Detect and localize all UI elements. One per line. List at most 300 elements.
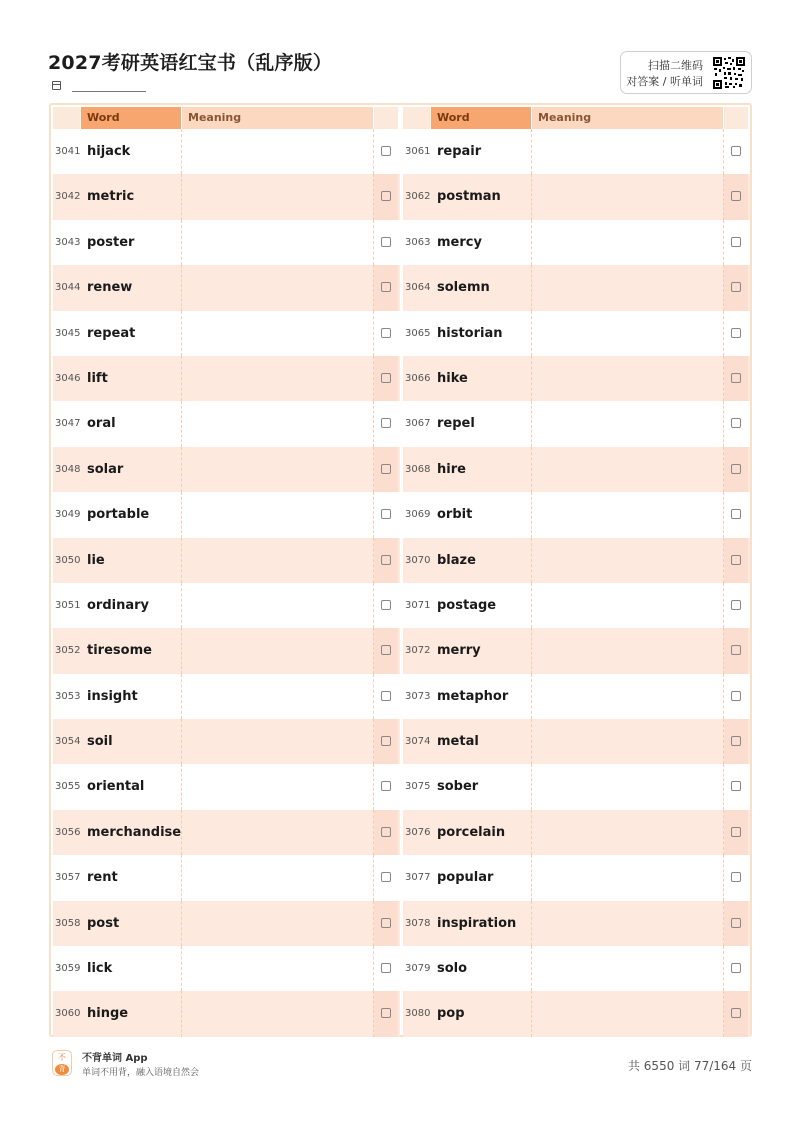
checkbox-cell bbox=[724, 538, 748, 583]
rows-right bbox=[403, 129, 750, 1037]
table-row bbox=[403, 901, 750, 946]
column-divider bbox=[181, 174, 182, 219]
meaning-cell[interactable] bbox=[182, 810, 373, 855]
word-number: 3055 bbox=[55, 781, 81, 793]
meaning-cell[interactable] bbox=[532, 764, 723, 809]
word-text: repair bbox=[437, 144, 482, 159]
meaning-cell[interactable] bbox=[182, 628, 373, 673]
meaning-cell[interactable] bbox=[182, 719, 373, 764]
checkbox[interactable] bbox=[381, 282, 391, 292]
checkbox[interactable] bbox=[731, 418, 741, 428]
checkbox[interactable] bbox=[731, 872, 741, 882]
checkbox[interactable] bbox=[731, 464, 741, 474]
checkbox[interactable] bbox=[381, 691, 391, 701]
meaning-cell[interactable] bbox=[532, 901, 723, 946]
column-divider bbox=[531, 674, 532, 719]
word-number: 3056 bbox=[55, 826, 81, 838]
word-text: merry bbox=[437, 643, 481, 659]
date-field bbox=[52, 80, 152, 94]
column-divider bbox=[181, 674, 182, 719]
word-number: 3077 bbox=[405, 872, 431, 884]
table-row bbox=[403, 401, 750, 446]
table-column-right bbox=[403, 107, 750, 1037]
word-number: 3051 bbox=[55, 599, 81, 611]
word-text: hike bbox=[437, 370, 468, 386]
checkbox[interactable] bbox=[731, 827, 741, 837]
column-divider bbox=[531, 628, 532, 673]
column-divider bbox=[181, 901, 182, 946]
meaning-cell[interactable] bbox=[532, 583, 723, 628]
checkbox-cell bbox=[724, 583, 748, 628]
table-row bbox=[53, 810, 400, 855]
word-number: 3061 bbox=[405, 146, 431, 157]
table-row bbox=[403, 583, 750, 628]
word-number: 3050 bbox=[55, 554, 81, 566]
word-text: porcelain bbox=[437, 824, 506, 840]
meaning-cell[interactable] bbox=[532, 628, 723, 673]
checkbox-cell bbox=[724, 991, 748, 1036]
word-number: 3047 bbox=[55, 418, 81, 430]
checkbox-cell bbox=[724, 855, 748, 900]
word-text: post bbox=[87, 915, 120, 931]
column-divider bbox=[531, 265, 532, 310]
word-number: 3070 bbox=[405, 554, 431, 566]
checkbox[interactable] bbox=[731, 509, 741, 519]
meaning-cell[interactable] bbox=[532, 810, 723, 855]
meaning-cell[interactable] bbox=[182, 901, 373, 946]
checkbox-cell bbox=[374, 855, 398, 900]
column-divider bbox=[531, 538, 532, 583]
checkbox-cell bbox=[724, 810, 748, 855]
column-divider bbox=[181, 810, 182, 855]
checkbox-cell bbox=[724, 220, 748, 265]
word-text: pop bbox=[437, 1006, 465, 1022]
checkbox-cell bbox=[724, 764, 748, 809]
checkbox[interactable] bbox=[731, 918, 741, 928]
table-row bbox=[403, 946, 750, 991]
checkbox-cell bbox=[374, 719, 398, 764]
checkbox-cell bbox=[724, 356, 748, 401]
column-divider bbox=[181, 129, 182, 174]
checkbox-cell bbox=[374, 583, 398, 628]
checkbox[interactable] bbox=[381, 872, 391, 882]
column-divider bbox=[531, 492, 532, 537]
checkbox-cell bbox=[724, 129, 748, 174]
meaning-cell[interactable] bbox=[532, 401, 723, 446]
word-text: metal bbox=[437, 734, 479, 750]
word-number: 3071 bbox=[405, 599, 431, 611]
header-word: Word bbox=[81, 107, 181, 129]
column-divider bbox=[181, 401, 182, 446]
word-text: portable bbox=[87, 507, 150, 523]
table-row bbox=[53, 174, 400, 219]
word-text: tiresome bbox=[87, 643, 152, 659]
checkbox-cell bbox=[374, 174, 398, 219]
checkbox[interactable] bbox=[381, 509, 391, 519]
qr-caption bbox=[626, 58, 703, 90]
checkbox[interactable] bbox=[731, 191, 741, 201]
checkbox[interactable] bbox=[731, 282, 741, 292]
checkbox-cell bbox=[724, 265, 748, 310]
checkbox-cell bbox=[374, 538, 398, 583]
column-divider bbox=[531, 946, 532, 991]
meaning-cell[interactable] bbox=[532, 356, 723, 401]
table-row bbox=[403, 674, 750, 719]
table-row bbox=[403, 991, 750, 1036]
checkbox-cell bbox=[374, 991, 398, 1036]
word-number: 3057 bbox=[55, 872, 81, 884]
header-meaning: Meaning bbox=[182, 107, 373, 129]
column-divider bbox=[181, 447, 182, 492]
checkbox[interactable] bbox=[381, 237, 391, 247]
column-divider bbox=[181, 855, 182, 900]
word-text: sober bbox=[437, 779, 479, 795]
word-text: inspiration bbox=[437, 915, 517, 931]
table-row bbox=[53, 401, 400, 446]
checkbox-cell bbox=[724, 901, 748, 946]
qr-caption-line2: 对答案 / 听单词 bbox=[626, 75, 703, 88]
checkbox-cell bbox=[724, 674, 748, 719]
word-number: 3068 bbox=[405, 463, 431, 475]
checkbox[interactable] bbox=[381, 781, 391, 791]
meaning-cell[interactable] bbox=[182, 764, 373, 809]
table-row bbox=[403, 538, 750, 583]
word-number: 3078 bbox=[405, 917, 431, 929]
word-number: 3065 bbox=[405, 327, 431, 339]
word-text: popular bbox=[437, 870, 494, 886]
word-text: oriental bbox=[87, 779, 145, 795]
word-number: 3064 bbox=[405, 282, 431, 294]
meaning-cell[interactable] bbox=[532, 311, 723, 356]
checkbox[interactable] bbox=[381, 645, 391, 655]
qr-code-icon[interactable] bbox=[713, 57, 745, 89]
word-number: 3048 bbox=[55, 463, 81, 475]
word-text: historian bbox=[437, 325, 503, 341]
checkbox[interactable] bbox=[381, 555, 391, 565]
meaning-cell[interactable] bbox=[532, 174, 723, 219]
checkbox[interactable] bbox=[381, 600, 391, 610]
word-text: merchandise bbox=[87, 824, 182, 840]
column-divider bbox=[181, 764, 182, 809]
word-text: postage bbox=[437, 597, 497, 613]
checkbox-cell bbox=[724, 946, 748, 991]
word-text: insight bbox=[87, 688, 138, 704]
word-number: 3059 bbox=[55, 963, 81, 975]
table-row bbox=[53, 991, 400, 1036]
word-text: metric bbox=[87, 189, 135, 205]
checkbox-cell bbox=[724, 401, 748, 446]
checkbox-cell bbox=[374, 764, 398, 809]
meaning-cell[interactable] bbox=[182, 946, 373, 991]
checkbox[interactable] bbox=[731, 600, 741, 610]
table-row bbox=[53, 674, 400, 719]
checkbox-cell bbox=[374, 946, 398, 991]
column-divider bbox=[181, 220, 182, 265]
word-number: 3052 bbox=[55, 645, 81, 657]
word-number: 3044 bbox=[55, 282, 81, 294]
meaning-cell[interactable] bbox=[182, 447, 373, 492]
checkbox-cell bbox=[374, 220, 398, 265]
table-row bbox=[403, 447, 750, 492]
meaning-cell[interactable] bbox=[182, 583, 373, 628]
word-number: 3066 bbox=[405, 372, 431, 384]
checkbox[interactable] bbox=[381, 736, 391, 746]
table-row bbox=[53, 220, 400, 265]
checkbox[interactable] bbox=[381, 373, 391, 383]
checkbox[interactable] bbox=[731, 555, 741, 565]
logo-bottom-glyph: 背 bbox=[55, 1064, 69, 1075]
column-divider bbox=[531, 447, 532, 492]
column-divider bbox=[531, 991, 532, 1036]
column-divider bbox=[531, 855, 532, 900]
word-number: 3063 bbox=[405, 236, 431, 248]
column-divider bbox=[181, 946, 182, 991]
meaning-cell[interactable] bbox=[532, 265, 723, 310]
checkbox[interactable] bbox=[381, 328, 391, 338]
meaning-cell[interactable] bbox=[532, 447, 723, 492]
checkbox-cell bbox=[724, 628, 748, 673]
word-number: 3062 bbox=[405, 191, 431, 203]
checkbox[interactable] bbox=[381, 191, 391, 201]
column-divider bbox=[181, 991, 182, 1036]
table-row bbox=[403, 265, 750, 310]
column-divider bbox=[181, 311, 182, 356]
table-row bbox=[53, 356, 400, 401]
checkbox-cell bbox=[374, 492, 398, 537]
table-row bbox=[403, 311, 750, 356]
table-row bbox=[53, 719, 400, 764]
footer-app-name: 不背单词 App bbox=[82, 1053, 148, 1064]
checkbox[interactable] bbox=[381, 1008, 391, 1018]
column-divider bbox=[531, 719, 532, 764]
word-text: blaze bbox=[437, 552, 476, 568]
checkbox-cell bbox=[724, 719, 748, 764]
table-row bbox=[403, 764, 750, 809]
meaning-cell[interactable] bbox=[182, 265, 373, 310]
word-text: mercy bbox=[437, 234, 482, 250]
table-row bbox=[53, 764, 400, 809]
meaning-cell[interactable] bbox=[532, 674, 723, 719]
word-number: 3053 bbox=[55, 690, 81, 702]
word-number: 3072 bbox=[405, 645, 431, 657]
table-row bbox=[53, 265, 400, 310]
calendar-icon bbox=[52, 81, 61, 90]
header-word: Word bbox=[431, 107, 531, 129]
checkbox-cell bbox=[374, 674, 398, 719]
word-text: lie bbox=[87, 552, 105, 568]
word-number: 3073 bbox=[405, 690, 431, 702]
meaning-cell[interactable] bbox=[182, 674, 373, 719]
word-text: solemn bbox=[437, 280, 490, 296]
table-row bbox=[403, 810, 750, 855]
meaning-cell[interactable] bbox=[532, 129, 723, 174]
checkbox[interactable] bbox=[731, 373, 741, 383]
column-divider bbox=[531, 764, 532, 809]
word-text: postman bbox=[437, 189, 501, 205]
word-text: poster bbox=[87, 234, 135, 250]
word-text: renew bbox=[87, 280, 133, 296]
checkbox[interactable] bbox=[731, 781, 741, 791]
column-divider bbox=[181, 356, 182, 401]
word-number: 3043 bbox=[55, 236, 81, 248]
rows-left bbox=[53, 129, 400, 1037]
word-text: lift bbox=[87, 370, 108, 386]
checkbox[interactable] bbox=[731, 146, 741, 156]
table-row bbox=[53, 628, 400, 673]
word-text: ordinary bbox=[87, 597, 150, 613]
word-text: metaphor bbox=[437, 688, 509, 704]
column-divider bbox=[531, 311, 532, 356]
word-number: 3076 bbox=[405, 826, 431, 838]
column-divider bbox=[181, 538, 182, 583]
word-text: rent bbox=[87, 870, 118, 886]
word-number: 3041 bbox=[55, 146, 81, 157]
app-logo-icon bbox=[52, 1050, 72, 1076]
checkbox[interactable] bbox=[731, 1008, 741, 1018]
word-number: 3045 bbox=[55, 327, 81, 339]
word-text: orbit bbox=[437, 507, 473, 523]
word-number: 3079 bbox=[405, 963, 431, 975]
table-header bbox=[403, 107, 750, 129]
table-row bbox=[53, 946, 400, 991]
table-row bbox=[53, 855, 400, 900]
page-info: 共 6550 词 77/164 页 bbox=[627, 1059, 752, 1073]
table-column-left bbox=[53, 107, 400, 1037]
table-row bbox=[403, 628, 750, 673]
table-row bbox=[53, 129, 400, 174]
checkbox[interactable] bbox=[731, 328, 741, 338]
table-row bbox=[403, 129, 750, 174]
word-text: lick bbox=[87, 961, 113, 977]
meaning-cell[interactable] bbox=[182, 991, 373, 1036]
table-row bbox=[403, 220, 750, 265]
meaning-cell[interactable] bbox=[532, 855, 723, 900]
word-text: repeat bbox=[87, 325, 136, 341]
word-number: 3074 bbox=[405, 736, 431, 748]
meaning-cell[interactable] bbox=[532, 220, 723, 265]
checkbox[interactable] bbox=[731, 237, 741, 247]
checkbox-cell bbox=[374, 447, 398, 492]
meaning-cell[interactable] bbox=[182, 538, 373, 583]
checkbox-cell bbox=[374, 356, 398, 401]
table-row bbox=[403, 492, 750, 537]
word-number: 3042 bbox=[55, 191, 81, 203]
table-row bbox=[53, 311, 400, 356]
checkbox-cell bbox=[724, 492, 748, 537]
word-number: 3046 bbox=[55, 372, 81, 384]
word-number: 3067 bbox=[405, 418, 431, 430]
column-divider bbox=[181, 719, 182, 764]
meaning-cell[interactable] bbox=[532, 538, 723, 583]
word-text: hijack bbox=[87, 144, 131, 159]
checkbox-cell bbox=[374, 129, 398, 174]
checkbox[interactable] bbox=[731, 691, 741, 701]
checkbox-cell bbox=[374, 265, 398, 310]
meaning-cell[interactable] bbox=[182, 174, 373, 219]
word-number: 3049 bbox=[55, 509, 81, 521]
meaning-cell[interactable] bbox=[182, 129, 373, 174]
column-divider bbox=[531, 129, 532, 174]
table-row bbox=[53, 583, 400, 628]
column-divider bbox=[531, 810, 532, 855]
logo-top-glyph: 不 bbox=[58, 1053, 66, 1062]
header-meaning: Meaning bbox=[532, 107, 723, 129]
checkbox-cell bbox=[724, 447, 748, 492]
meaning-cell[interactable] bbox=[182, 220, 373, 265]
checkbox[interactable] bbox=[381, 418, 391, 428]
table-row bbox=[53, 901, 400, 946]
column-divider bbox=[531, 583, 532, 628]
date-blank-line bbox=[72, 91, 146, 92]
table-row bbox=[403, 356, 750, 401]
checkbox-cell bbox=[374, 810, 398, 855]
column-divider bbox=[181, 628, 182, 673]
word-text: solo bbox=[437, 961, 468, 977]
vocabulary-table bbox=[49, 103, 752, 1037]
checkbox-cell bbox=[724, 174, 748, 219]
meaning-cell[interactable] bbox=[532, 946, 723, 991]
checkbox-cell bbox=[724, 311, 748, 356]
column-divider bbox=[531, 356, 532, 401]
meaning-cell[interactable] bbox=[182, 356, 373, 401]
column-divider bbox=[181, 583, 182, 628]
word-text: soil bbox=[87, 734, 113, 750]
column-divider bbox=[531, 901, 532, 946]
checkbox[interactable] bbox=[731, 645, 741, 655]
word-number: 3060 bbox=[55, 1008, 81, 1020]
meaning-cell[interactable] bbox=[182, 401, 373, 446]
word-number: 3058 bbox=[55, 917, 81, 929]
table-row bbox=[53, 492, 400, 537]
checkbox[interactable] bbox=[381, 146, 391, 156]
column-divider bbox=[531, 174, 532, 219]
checkbox[interactable] bbox=[381, 918, 391, 928]
word-text: repel bbox=[437, 416, 475, 432]
checkbox[interactable] bbox=[381, 963, 391, 973]
checkbox[interactable] bbox=[381, 464, 391, 474]
checkbox-cell bbox=[374, 311, 398, 356]
checkbox[interactable] bbox=[731, 736, 741, 746]
meaning-cell[interactable] bbox=[182, 492, 373, 537]
meaning-cell[interactable] bbox=[532, 991, 723, 1036]
page-title: 2027考研英语红宝书（乱序版） bbox=[48, 52, 333, 74]
table-row bbox=[53, 447, 400, 492]
table-header bbox=[53, 107, 400, 129]
table-row bbox=[403, 719, 750, 764]
meaning-cell[interactable] bbox=[182, 855, 373, 900]
column-divider bbox=[531, 401, 532, 446]
qr-code-panel[interactable] bbox=[620, 51, 752, 94]
column-divider bbox=[531, 220, 532, 265]
meaning-cell[interactable] bbox=[532, 719, 723, 764]
column-divider bbox=[181, 265, 182, 310]
word-number: 3075 bbox=[405, 781, 431, 793]
word-text: oral bbox=[87, 416, 116, 432]
checkbox-cell bbox=[374, 628, 398, 673]
table-row bbox=[53, 538, 400, 583]
word-number: 3054 bbox=[55, 736, 81, 748]
word-number: 3069 bbox=[405, 509, 431, 521]
qr-caption-line1: 扫描二维码 bbox=[648, 59, 703, 72]
meaning-cell[interactable] bbox=[532, 492, 723, 537]
meaning-cell[interactable] bbox=[182, 311, 373, 356]
word-text: solar bbox=[87, 461, 124, 477]
checkbox[interactable] bbox=[731, 963, 741, 973]
checkbox-cell bbox=[374, 901, 398, 946]
checkbox[interactable] bbox=[381, 827, 391, 837]
column-divider bbox=[181, 492, 182, 537]
table-row bbox=[403, 855, 750, 900]
